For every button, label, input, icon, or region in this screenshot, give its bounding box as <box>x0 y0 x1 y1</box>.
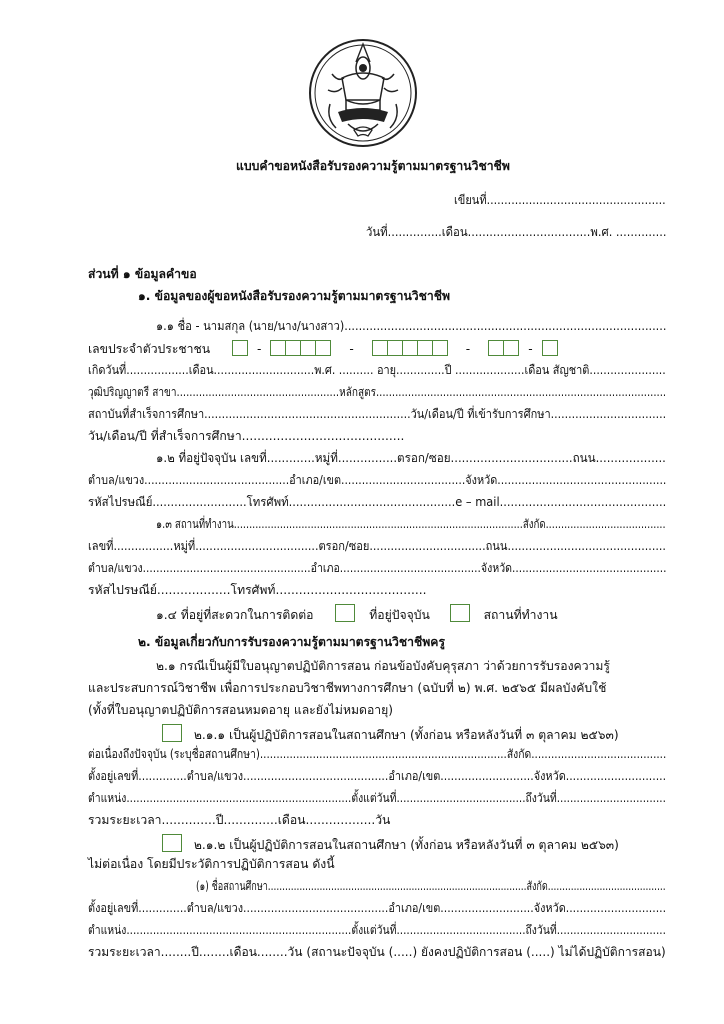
form-title: แบบคำขอหนังสือรับรองความรู้ตามมาตรฐานวิชาชีพ <box>236 159 510 173</box>
id-digit-box[interactable] <box>433 340 448 356</box>
option1-address-field[interactable]: ตั้งอยู่เลขที่..............ตำบล/แขวง..........................................อำเภอ/เขต...........................จังหวัด............................. <box>88 769 667 783</box>
id-digit-box[interactable] <box>301 340 316 356</box>
option-2-1-1-label: ๒.๑.๑ เป็นผู้ปฏิบัติการสอนในสถานศึกษา (ทั้งก่อน หรือหลังวันที่ ๓ ตุลาคม ๒๕๖๓) <box>193 728 619 742</box>
contact-work-checkbox[interactable] <box>450 604 470 622</box>
option-2-1-2-checkbox[interactable] <box>162 834 182 852</box>
option-2-1-2-row <box>162 834 619 853</box>
option-2-1-2-label: ๒.๑.๒ เป็นผู้ปฏิบัติการสอนในสถานศึกษา (ทั้งก่อน หรือหลังวันที่ ๓ ตุลาคม ๒๕๖๓) <box>193 838 619 852</box>
name-field[interactable]: ๑.๑ ชื่อ - นามสกุล (นาย/นาง/นางสาว).......................................................................................... <box>156 319 667 333</box>
degree-field[interactable]: วุฒิปริญญาตรี สาขา...................................................หลักสูตร........................................................................................... <box>88 385 667 399</box>
option2-school-field[interactable]: (๑) ชื่อสถานศึกษา..........................................................................................สังกัด......................................... <box>196 879 666 893</box>
id-digit-box[interactable] <box>542 340 558 356</box>
id-digit-group-5[interactable] <box>542 340 558 357</box>
address-line-2[interactable]: ตำบล/แขวง..........................................อำเภอ/เขต....................................จังหวัด................................................. <box>88 473 667 487</box>
workplace-line-1[interactable]: ๑.๓ สถานที่ทำงาน..............................................................................................สังกัด....................................... <box>156 517 666 531</box>
id-digit-box[interactable] <box>418 340 433 356</box>
contact-home-label: ที่อยู่ปัจจุบัน <box>369 608 430 622</box>
birth-date-field[interactable]: เกิดวันที่..................เดือน.............................พ.ศ. .......... อายุ..............ปี ....................เดือน สัญชาติ...................... <box>88 363 666 377</box>
id-digit-box[interactable] <box>232 340 248 356</box>
contact-preference-row <box>156 604 558 623</box>
graduation-date-field[interactable]: วัน/เดือน/ปี ที่สำเร็จการศึกษา.......................................... <box>88 429 405 443</box>
id-digit-group-2[interactable] <box>270 340 331 357</box>
date-field[interactable]: วันที่...............เดือน..................................พ.ศ. .............. <box>366 225 667 239</box>
teachers-council-seal <box>308 38 418 148</box>
option1-position-field[interactable]: ตำแหน่ง....................................................................ตั้งแต่วันที่.......................................ถึงวันที่................................. <box>88 791 666 805</box>
option-2-1-1-checkbox[interactable] <box>162 724 182 742</box>
id-digit-box[interactable] <box>504 340 519 356</box>
written-at-field[interactable]: เขียนที่................................................... <box>454 193 666 207</box>
section2-para-2: และประสบการณ์วิชาชีพ เพื่อการประกอบวิชาชีพทางการศึกษา (ฉบับที่ ๒) พ.ศ. ๒๕๖๕ มีผลบังคับใช้ <box>88 681 607 695</box>
section2-heading: ๒. ข้อมูลเกี่ยวกับการรับรองความรู้ตามมาตรฐานวิชาชีพครู <box>138 635 445 649</box>
section1-heading: ๑. ข้อมูลของผู้ขอหนังสือรับรองความรู้ตามมาตรฐานวิชาชีพ <box>138 289 451 303</box>
contact-preference-label: ๑.๔ ที่อยู่ที่สะดวกในการติดต่อ <box>156 608 314 622</box>
id-digit-group-4[interactable] <box>488 340 519 357</box>
option1-school-field[interactable]: ต่อเนื่องถึงปัจจุบัน (ระบุชื่อสถานศึกษา)...........................................................................สังกัด......................................... <box>88 747 667 761</box>
section2-para-3: (ทั้งที่ใบอนุญาตปฏิบัติการสอนหมดอายุ และยังไม่หมดอายุ) <box>88 703 394 717</box>
national-id-row: เลขประจำตัวประชาชน - - - - <box>88 340 558 357</box>
id-digit-box[interactable] <box>372 340 388 356</box>
id-digit-group-1[interactable] <box>232 340 248 357</box>
address-line-3[interactable]: รหัสไปรษณีย์..........................โทรศัพท์..............................................e – mail.............................................. <box>88 495 667 509</box>
contact-home-checkbox[interactable] <box>335 604 355 622</box>
id-digit-group-3[interactable] <box>372 340 448 357</box>
id-digit-box[interactable] <box>388 340 403 356</box>
workplace-line-3[interactable]: ตำบล/แขวง..................................................อำเภอ..........................................จังหวัด.............................................. <box>88 561 667 575</box>
option1-duration-field[interactable]: รวมระยะเวลา..............ปี..............เดือน..................วัน <box>88 813 391 827</box>
address-line-1[interactable]: ๑.๒ ที่อยู่ปัจจุบัน เลขที่.............หมู่ที่................ตรอก/ซอย.................................ถนน................... <box>156 451 666 465</box>
workplace-line-2[interactable]: เลขที่.................หมู่ที่...................................ตรอก/ซอย.................................ถนน............................................. <box>88 539 666 553</box>
id-digit-box[interactable] <box>316 340 331 356</box>
workplace-line-4[interactable]: รหัสไปรษณีย์...................โทรศัพท์....................................... <box>88 583 427 597</box>
option2-duration-field[interactable]: รวมระยะเวลา........ปี........เดือน........วัน (สถานะปัจจุบัน (.....) ยังคงปฏิบัติการสอน (.....) ไม่ได้ปฏิบัติการสอน) <box>88 945 666 959</box>
id-digit-box[interactable] <box>403 340 418 356</box>
part1-heading: ส่วนที่ ๑ ข้อมูลคำขอ <box>88 267 197 281</box>
option2-position-field[interactable]: ตำแหน่ง....................................................................ตั้งแต่วันที่.......................................ถึงวันที่................................. <box>88 923 666 937</box>
national-id-label: เลขประจำตัวประชาชน <box>88 342 211 356</box>
id-digit-box[interactable] <box>488 340 504 356</box>
institution-field[interactable]: สถาบันที่สำเร็จการศึกษา...........................................................วัน/เดือน/ปี ที่เข้ารับการศึกษา................................. <box>88 407 667 421</box>
contact-work-label: สถานที่ทำงาน <box>483 608 558 622</box>
option2-description: ไม่ต่อเนื่อง โดยมีประวัติการปฏิบัติการสอน ดังนี้ <box>88 857 335 871</box>
option2-address-field[interactable]: ตั้งอยู่เลขที่..............ตำบล/แขวง..........................................อำเภอ/เขต...........................จังหวัด............................. <box>88 901 667 915</box>
id-digit-box[interactable] <box>270 340 286 356</box>
option-2-1-1-row <box>162 724 619 743</box>
id-digit-box[interactable] <box>286 340 301 356</box>
section2-para-1: ๒.๑ กรณีเป็นผู้มีใบอนุญาตปฏิบัติการสอน ก่อนข้อบังคับคุรุสภา ว่าด้วยการรับรองความรู้ <box>156 659 610 673</box>
